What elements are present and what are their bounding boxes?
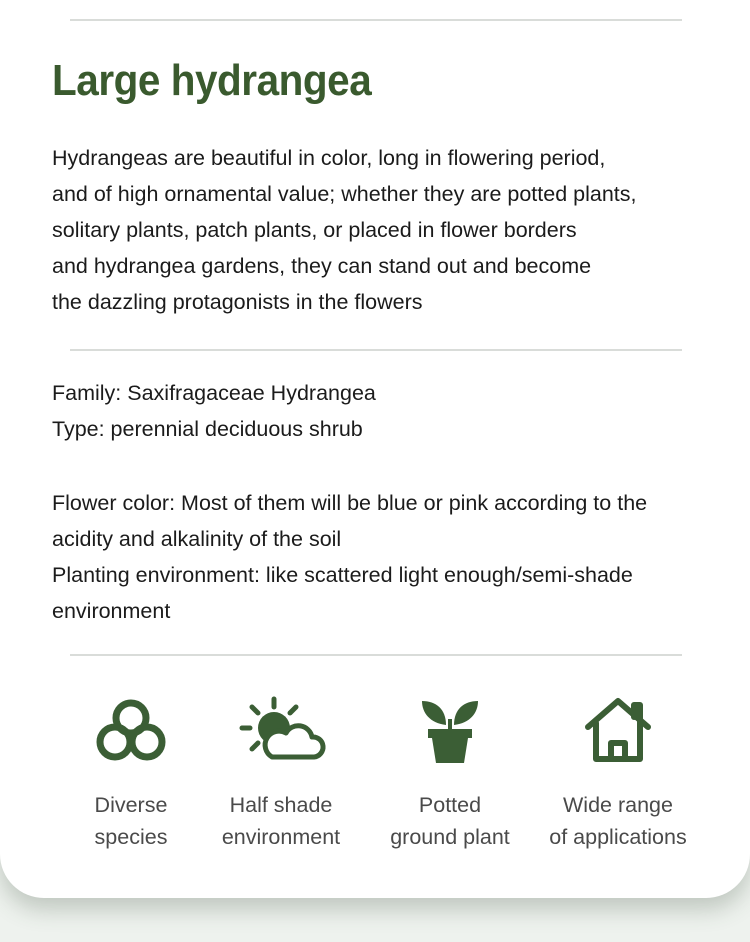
- feature-potted-ground-plant: [360, 695, 540, 853]
- middle-divider: [70, 349, 682, 351]
- type-line: Type: perennial deciduous shrub: [52, 417, 363, 441]
- feature-label: Potted ground plant: [390, 793, 510, 849]
- flower-color-line-cont: acidity and alkalinity of the soil: [52, 527, 342, 551]
- basic-info: [52, 375, 376, 447]
- planting-environment-line-cont: environment: [52, 599, 171, 623]
- house-icon: [578, 695, 658, 765]
- feature-wide-applications: [528, 695, 708, 853]
- feature-list: [0, 695, 750, 865]
- description-line: the dazzling protagonists in the flowers: [52, 290, 423, 314]
- potted-plant-icon: [410, 695, 490, 765]
- description-line: Hydrangeas are beautiful in color, long in flowering period,: [52, 146, 606, 170]
- description: [52, 140, 636, 320]
- family-line: Family: Saxifragaceae Hydrangea: [52, 381, 376, 405]
- feature-half-shade: [191, 695, 371, 853]
- description-line: solitary plants, patch plants, or placed in flower borders: [52, 218, 577, 242]
- description-line: and hydrangea gardens, they can stand out and become: [52, 254, 592, 278]
- growth-info: [52, 485, 647, 629]
- three-circles-icon: [91, 695, 171, 765]
- feature-label: Half shade environment: [221, 793, 341, 849]
- feature-label: Wide range of applications: [549, 793, 687, 849]
- description-line: and of high ornamental value; whether they are potted plants,: [52, 182, 637, 206]
- planting-environment-line: Planting environment: like scattered light enough/semi-shade: [52, 563, 633, 587]
- top-divider: [70, 19, 682, 21]
- lower-divider: [70, 654, 682, 656]
- page-title: Large hydrangea: [52, 56, 372, 105]
- flower-color-line: Flower color: Most of them will be blue or pink according to the: [52, 491, 648, 515]
- sun-cloud-icon: [236, 695, 326, 765]
- feature-label: Diverse species: [94, 793, 168, 849]
